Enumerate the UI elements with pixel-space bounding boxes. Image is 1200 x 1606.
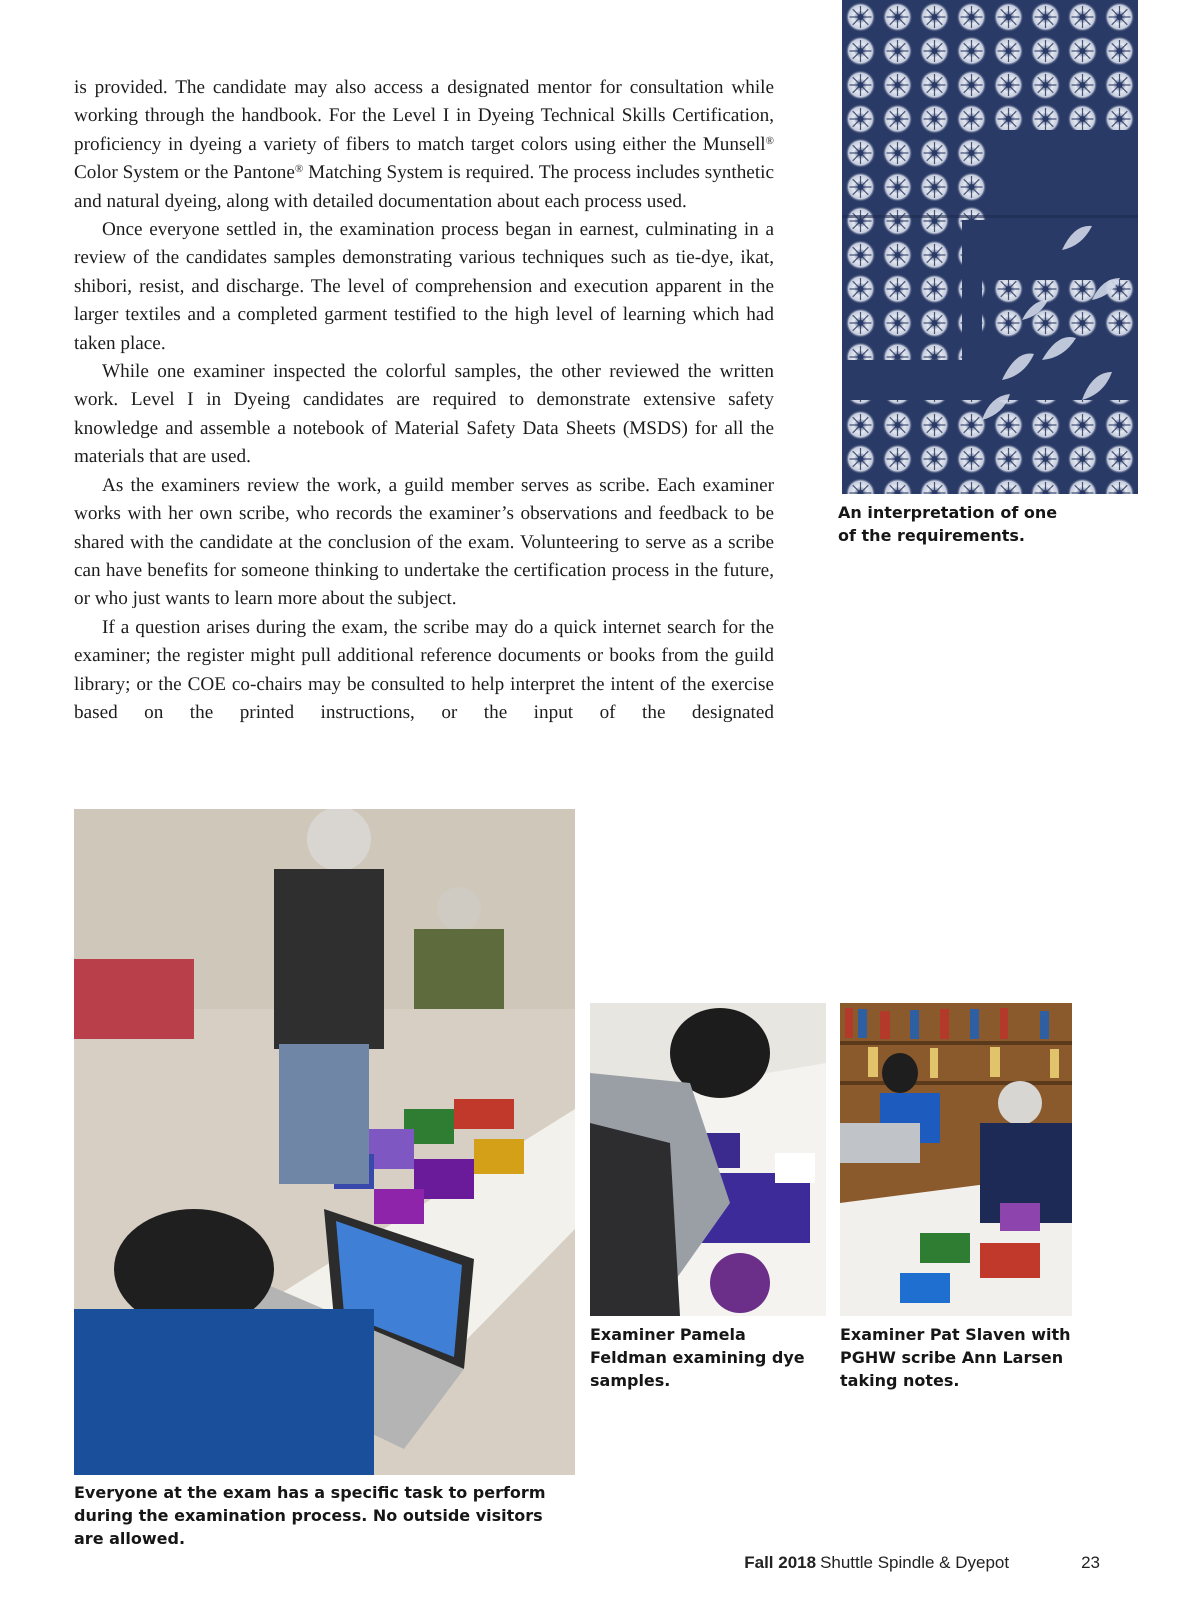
article-body	[74, 74, 774, 727]
slaven-caption: Examiner Pat Slaven with PGHW scribe Ann Larsen taking notes.	[840, 1325, 1071, 1390]
exam-room-photo	[74, 809, 575, 1475]
page-footer	[744, 1553, 1100, 1577]
slaven-photo	[840, 1003, 1072, 1316]
shibori-caption: An interpretation of one of the requirements.	[838, 503, 1058, 545]
article-paragraph-2: Once everyone settled in, the examination process began in earnest, culminating in a review of the candidates samples demonstrating various techniques such as tie-dye, ikat, shibori, resist, and discharge. The level of comprehension and execution apparent in the larger textiles and a completed garment testified to the high level of learning which had taken place.	[74, 219, 774, 354]
feldman-photo	[590, 1003, 826, 1316]
page-number: 23	[1081, 1553, 1100, 1572]
article-paragraph-5: If a question arises during the exam, the scribe may do a quick internet search for the examiner; the register might pull additional reference documents or books from the guild library; or the COE co-chairs may be consulted to help interpret the intent of the exercise based on the printed instructions, or the input of the designated	[74, 616, 774, 723]
article-paragraph-3: While one examiner inspected the colorful samples, the other reviewed the written work. Level I in Dyeing candidates are required to demonstrate extensive safety knowledge and assemble a notebook of Material Safety Data Sheets (MSDS) for all the materials that are used.	[74, 361, 774, 468]
footer-issue: Fall 2018	[744, 1553, 817, 1572]
feldman-caption: Examiner Pamela Feldman examining dye samples.	[590, 1325, 805, 1390]
article-paragraph-4: As the examiners review the work, a guild member serves as scribe. Each examiner works with her own scribe, who records the examiner’s observations and feedback to be shared with the candidate at the conclusion of the exam. Volunteering to serve as a scribe can have benefits for someone thinking to undertake the certification process in the future, or who just wants to learn more about the subject.	[74, 474, 774, 610]
article-paragraph-1: is provided. The candidate may also access a designated mentor for consultation while working through the handbook. For the Level I in Dyeing Technical Skills Certification, proficiency in dyeing a variety of fibers to match target colors using either the Munsell® Color System or the Pantone® Matching System is required. The process includes synthetic and natural dyeing, along with detailed documentation about each process used.	[74, 77, 775, 212]
shibori-textile-photo	[842, 0, 1138, 494]
exam-room-caption: Everyone at the exam has a specific task to perform during the examination process. No outside visitors are allowed.	[74, 1483, 546, 1548]
footer-magazine: Shuttle Spindle & Dyepot	[820, 1553, 1010, 1572]
